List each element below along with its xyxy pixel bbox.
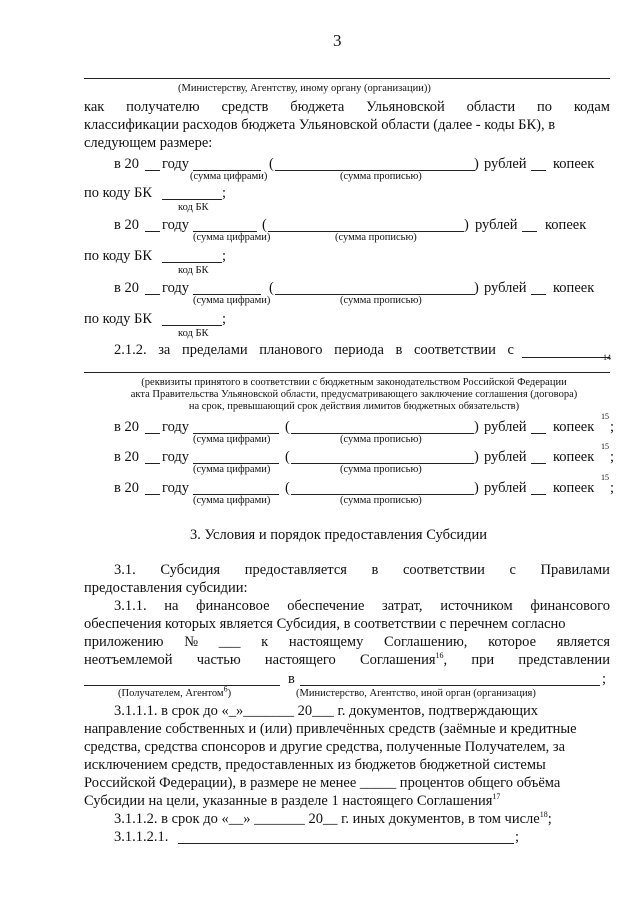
word: настоящему [288,634,364,650]
in20-label: в 20 [114,449,139,465]
year-blank[interactable] [145,463,160,464]
sum-words-caption: (сумма прописью) [340,434,422,445]
footnote-18: 18 [539,810,548,820]
word: финансового [530,598,610,614]
year-label: году [162,280,190,296]
ministry-blank[interactable] [300,685,600,686]
word: источником [440,598,513,614]
paren-close: ) [474,419,479,435]
para1-line2: классификации расходов бюджета Ульяновской области (далее - коды БК), в [84,117,556,133]
p311-line2: обеспечения которых является Субсидия, в соответствии с перечнем согласно [84,616,566,632]
in-word: в [288,671,295,687]
p31121-blank[interactable] [178,843,514,844]
word: 3.1. [114,562,136,578]
word: с [507,342,514,358]
sum-digits-caption: (сумма цифрами) [193,232,271,243]
semicolon: ; [222,311,227,327]
word: соответствии [402,562,485,578]
sum-digits-caption: (сумма цифрами) [193,295,271,306]
word: в [395,342,403,358]
section-3-title: 3. Условия и порядок предоставления Субсидии [190,527,488,543]
code-blank[interactable] [162,325,222,326]
p311-line3 [84,633,610,651]
paren-open: ( [269,280,274,296]
semicolon: ; [610,480,615,496]
word: финансовое [196,598,270,614]
in20-label: в 20 [114,280,139,296]
sum-digits-caption: (сумма цифрами) [190,171,268,182]
year-label: году [162,480,190,496]
paren-open: ( [285,480,290,496]
paren-open: ( [285,449,290,465]
word: средств [221,99,269,115]
footnote-6: 6 [223,684,228,694]
semicolon: ; [222,185,227,201]
word: соответствии [413,342,496,358]
semicolon: ; [602,671,607,687]
word: затрат, [382,598,423,614]
requisites-note-3: на срок, превышающий срок действия лимитов бюджетных обязательств) [188,401,520,412]
word: неотъемлемой [84,652,173,668]
paren-open: ( [262,217,267,233]
kopecks-blank[interactable] [522,231,537,232]
word: настоящего [264,652,336,668]
kopecks-blank[interactable] [531,170,546,171]
paren-close: ) [474,280,479,296]
code-blank[interactable] [162,262,222,263]
year-blank[interactable] [145,433,160,434]
word: за [158,342,171,358]
caption-end: ) [227,688,232,699]
code-blank[interactable] [162,199,222,200]
semicolon: ; [547,811,552,827]
rubles-label: рублей [484,480,527,496]
para1-line1 [84,98,610,116]
footnote-17: 17 [492,792,501,802]
word: которое [488,634,537,650]
by-code-label: по коду БК [84,185,153,201]
word: Правилами [540,562,610,578]
p31-line1 [114,561,610,579]
word: на [164,598,179,614]
requisites-blank[interactable] [84,372,610,373]
footnote-14: 14 [603,353,611,362]
paren-close: ) [474,449,479,465]
recipient-blank[interactable] [84,685,280,686]
kopecks-label: копеек [553,280,595,296]
paren-close: ) [474,480,479,496]
semicolon: ; [610,419,615,435]
para1-line3: следующем размере: [84,135,213,151]
kopecks-label: копеек [553,419,595,435]
word: получателю [126,99,200,115]
recipient-caption [118,684,232,700]
sum-words-caption: (сумма прописью) [340,295,422,306]
year-label: году [162,156,190,172]
p311-line1 [114,597,610,615]
semicolon: ; [610,449,615,465]
kopecks-blank[interactable] [531,494,546,495]
word: по [536,99,552,115]
requisites-note-2: акта Правительства Ульяновской области, предусматривающего заключение соглашения (договора) [130,389,578,400]
sum-words-caption: (сумма прописью) [340,495,422,506]
p311-line4 [84,651,610,669]
para212-line [114,341,514,359]
word: Соглашения [359,652,436,668]
header-caption: (Министерству, Агентству, иному органу (организации)) [178,83,431,94]
word: частью [196,652,241,668]
word: 3.1.1. [114,598,147,614]
word: к [261,634,269,650]
rubles-label: рублей [484,280,527,296]
word: как [84,99,105,115]
code-bk-caption: код БК [178,265,209,276]
caption-text: (Получателем, Агентом [118,688,224,699]
year-blank[interactable] [145,231,160,232]
p3111-line1: 3.1.1.1. в срок до «_»_______ 20___ г. документов, подтверждающих [114,703,538,719]
by-code-label: по коду БК [84,248,153,264]
word: обеспечение [287,598,365,614]
in20-label: в 20 [114,156,139,172]
word: периода [334,342,384,358]
semicolon: ; [515,829,520,845]
period-blank[interactable] [522,357,610,358]
footnote-16: 16 [435,651,444,661]
year-label: году [162,217,190,233]
word: при [471,652,495,668]
rubles-label: рублей [484,449,527,465]
p31-line2: предоставления субсидии: [84,580,248,596]
word: Субсидия [160,562,221,578]
text: 3.1.1.2. в срок до «__» _______ 20__ г. иных документов, в том числе [114,811,540,827]
kopecks-blank[interactable] [531,294,546,295]
word: бюджета [290,99,345,115]
word: Ульяновской [366,99,445,115]
p3112-line [114,810,552,828]
word: предоставляется [244,562,347,578]
paren-close: ) [474,156,479,172]
sum-digits-caption: (сумма цифрами) [193,434,271,445]
p31121-label: 3.1.1.2.1. [114,829,169,845]
p3111-line3: средства, средства спонсоров и другие средства, полученные Получателем, за [84,739,566,755]
kopecks-label: копеек [553,480,595,496]
sum-words-caption: (сумма прописью) [340,464,422,475]
sum-digits-caption: (сумма цифрами) [193,464,271,475]
footnote-15: 15 [601,442,609,451]
word: области [466,99,516,115]
word: приложению [84,634,164,650]
rubles-label: рублей [484,419,527,435]
word: № [184,634,199,650]
kopecks-label: копеек [553,156,595,172]
word: с [509,562,516,578]
word: Соглашению, [384,634,468,650]
header-underline [84,78,610,79]
semicolon: ; [222,248,227,264]
sum-words-caption: (сумма прописью) [340,171,422,182]
kopecks-blank[interactable] [531,463,546,464]
p3111-line4: исключением средств, предоставленных из бюджетов бюджетной системы [84,757,546,773]
in20-label: в 20 [114,217,139,233]
word: планового [259,342,323,358]
sum-words-caption: (сумма прописью) [335,232,417,243]
ministry-caption: (Министерство, Агентство, иной орган (организация) [296,688,536,699]
word: является [556,634,610,650]
word: 2.1.2. [114,342,147,358]
year-label: году [162,419,190,435]
word: ___ [218,634,241,650]
kopecks-label: копеек [545,217,587,233]
rubles-label: рублей [484,156,527,172]
word: представлении [518,652,610,668]
word: в [371,562,379,578]
sum-digits-caption: (сумма цифрами) [193,495,271,506]
year-blank[interactable] [145,294,160,295]
p3111-line5: Российской Федерации), в размере не менее _____ процентов общего объёма [84,775,561,791]
by-code-label: по коду БК [84,311,153,327]
word: пределами [181,342,248,358]
page-number: 3 [333,31,342,50]
word: кодам [573,99,610,115]
paren-close: ) [464,217,469,233]
year-label: году [162,449,190,465]
footnote-15: 15 [601,412,609,421]
in20-label: в 20 [114,419,139,435]
footnote-15: 15 [601,473,609,482]
p3111-line2: направление собственных и (или) привлечённых средств (заёмные и кредитные [84,721,577,737]
in20-label: в 20 [114,480,139,496]
code-bk-caption: код БК [178,328,209,339]
paren-open: ( [285,419,290,435]
text: Субсидии на цели, указанные в разделе 1 настоящего Соглашения [84,793,493,809]
requisites-note-1: (реквизиты принятого в соответствии с бюджетным законодательством Российской Федерации [141,377,567,388]
code-bk-caption: код БК [178,202,209,213]
kopecks-label: копеек [553,449,595,465]
year-blank[interactable] [145,494,160,495]
kopecks-blank[interactable] [531,433,546,434]
year-blank[interactable] [145,170,160,171]
paren-open: ( [269,156,274,172]
rubles-label: рублей [475,217,518,233]
word-with-footnote: Соглашения$^{16}$, [359,651,448,668]
p3111-line6 [84,792,500,810]
